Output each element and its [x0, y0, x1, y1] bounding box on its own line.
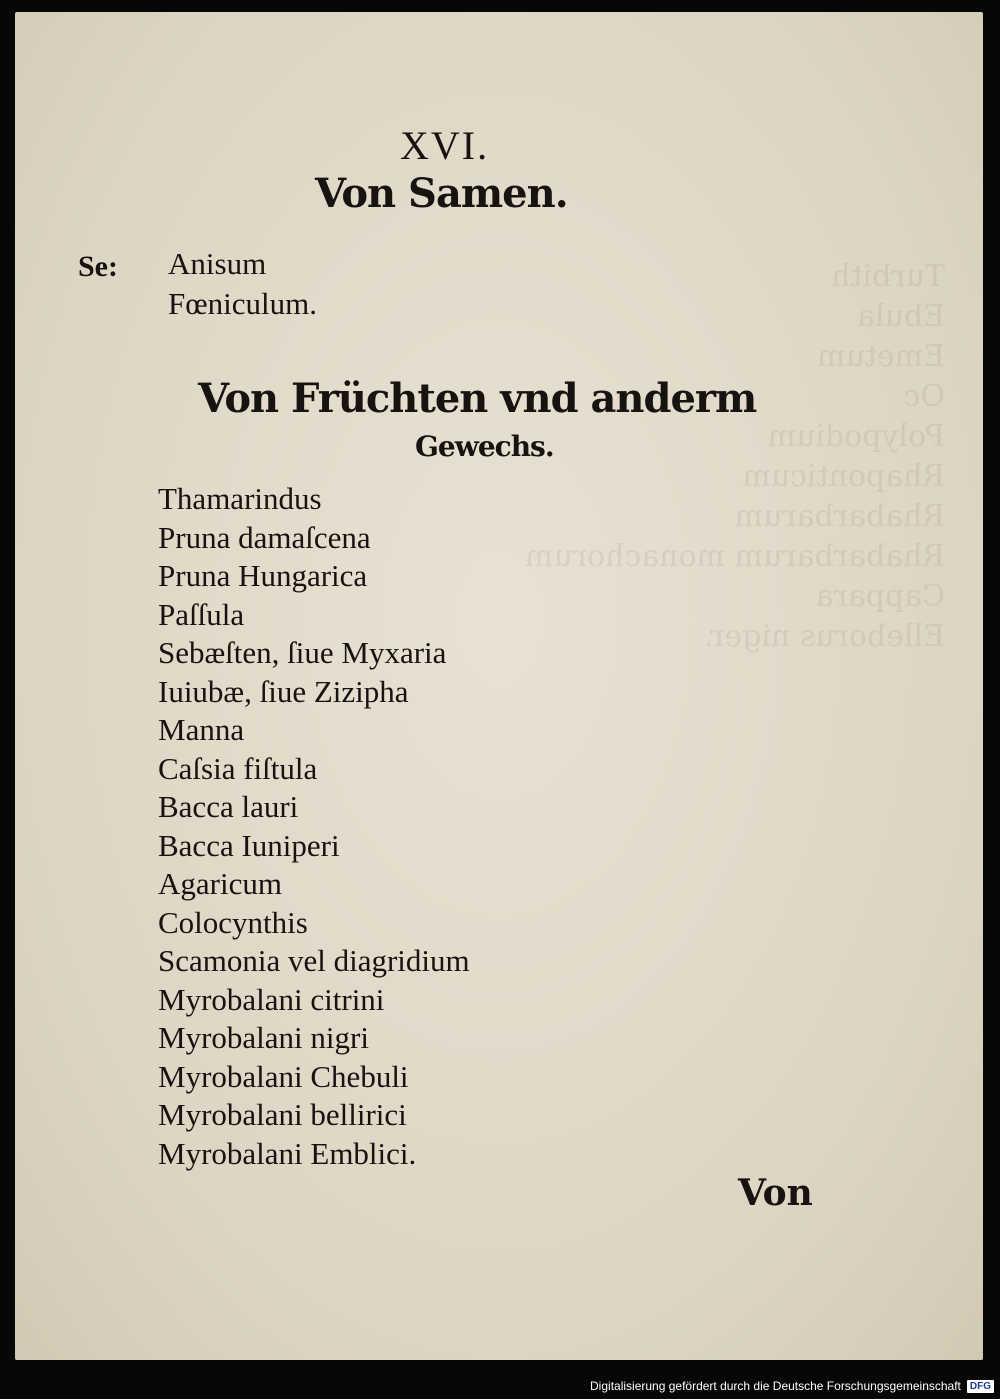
page-numeral: XVI. — [400, 123, 490, 168]
fruit-item: Myrobalani citrini — [158, 981, 385, 1017]
seed-item: Anisum — [168, 246, 267, 281]
fruit-item: Agaricum — [158, 866, 282, 901]
fruit-item: Bacca lauri — [158, 789, 299, 824]
fruit-item: Myrobalani Chebuli — [158, 1058, 409, 1094]
heading-seeds: Von Samen. — [315, 170, 568, 217]
fruits-list — [158, 480, 470, 1173]
fruit-item: Pruna Hungarica — [158, 558, 368, 593]
fruit-item: Myrobalani bellirici — [158, 1097, 407, 1132]
fruit-item: Colocynthis — [158, 904, 308, 940]
catchword: Von — [738, 1172, 813, 1214]
footer-credit: Digitalisierung gefördert durch die Deutsche Forschungsgemeinschaft — [590, 1379, 961, 1393]
fruit-item: Paſſula — [158, 596, 245, 632]
fruit-item: Sebæſten, ſiue Myxaria — [158, 635, 447, 670]
seed-item: Fœniculum. — [168, 286, 317, 321]
dfg-logo-icon: DFG — [967, 1380, 994, 1393]
heading-fruits-continued: Gewechs. — [415, 430, 554, 463]
fruit-item: Myrobalani nigri — [158, 1020, 369, 1055]
fruit-item: Pruna damaſcena — [158, 519, 371, 555]
fruit-item: Thamarindus — [158, 481, 322, 516]
fruit-item: Manna — [158, 712, 245, 747]
seeds-list — [168, 244, 317, 324]
show-through: Turbith Ebula Emetum Oc Polypodium Rhaponticum Rhabarbarum Rhabarbarum monachorum Cappara Elleborus niger. — [525, 259, 945, 654]
fruit-item: Caſsia fiſtula — [158, 750, 318, 786]
fruit-item: Scamonia vel diagridium — [158, 943, 470, 978]
heading-fruits: Von Früchten vnd anderm — [198, 375, 757, 422]
book-page — [15, 12, 983, 1360]
fruit-item: Iuiubæ, ſiue Zizipha — [158, 673, 409, 709]
fruit-item: Bacca Iuniperi — [158, 827, 340, 863]
digitization-footer — [590, 1379, 994, 1393]
seeds-marker: Se: — [78, 250, 118, 283]
fruit-item: Myrobalani Emblici. — [158, 1135, 417, 1171]
